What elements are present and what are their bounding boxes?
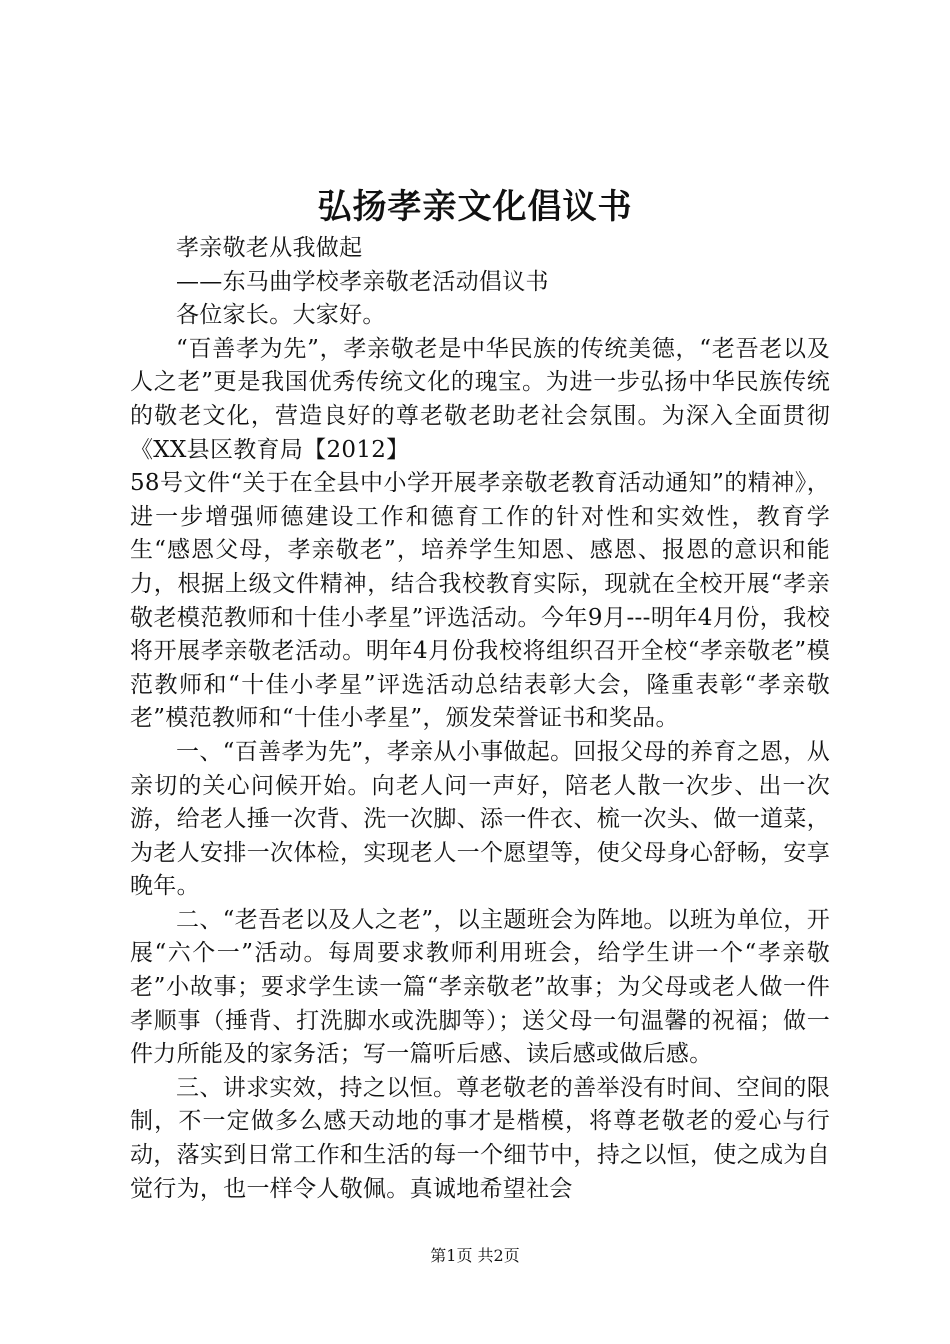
paragraph-notice: 58号文件“关于在全县中小学开展孝亲敬老教育活动通知”的精神》，进一步增强师德建设工作和德育工作的针对性和实效性，教育学生“感恩父母，孝亲敬老”，培养学生知恩、感恩、报恩的意识和能力，根据上级文件精神，结合我校教育实际，现就在全校开展“孝亲敬老模范教师和十佳小孝星”评选活动。今年9月---明年4月份，我校将开展孝亲敬老活动。明年4月份我校将组织召开全校“孝亲敬老”模范教师和“十佳小孝星”评选活动总结表彰大会，隆重表彰“孝亲敬老”模范教师和“十佳小孝星”，颁发荣誉证书和奖品。 (130, 470, 830, 732)
subtitle-source: ——东马曲学校孝亲敬老活动倡议书 (176, 268, 549, 295)
paragraph-item-1: 一、“百善孝为先”，孝亲从小事做起。回报父母的养育之恩，从亲切的关心问候开始。向老人问一声好，陪老人散一次步、出一次游，给老人捶一次背、洗一次脚、添一件衣、梳一次头、做一道菜，为老人安排一次体检，实现老人一个愿望等，使父母身心舒畅，安享晚年。 (130, 738, 830, 900)
paragraph-item-3: 三、讲求实效，持之以恒。尊老敬老的善举没有时间、空间的限制，不一定做多么感天动地的事才是楷模，将尊老敬老的爱心与行动，落实到日常工作和生活的每一个细节中，持之以恒，使之成为自觉行为，也一样令人敬佩。真诚地希望社会 (130, 1074, 830, 1202)
subtitle: 孝亲敬老从我做起 (176, 235, 363, 261)
document-body (130, 232, 830, 1206)
paragraph-intro: “百善孝为先”，孝亲敬老是中华民族的传统美德，“老吾老以及人之老”更是我国优秀传统文化的瑰宝。为进一步弘扬中华民族传统的敬老文化，营造良好的尊老敬老助老社会氛围。为深入全面贯彻《XX县区教育局【2012】 (130, 335, 830, 463)
document-title: 弘扬孝亲文化倡议书 (317, 187, 633, 227)
paragraph-item-2: 二、“老吾老以及人之老”，以主题班会为阵地。以班为单位，开展“六个一”活动。每周要求教师利用班会，给学生讲一个“孝亲敬老”小故事；要求学生读一篇“孝亲敬老”故事；为父母或老人做一件孝顺事（捶背、打洗脚水或洗脚等）；送父母一句温馨的祝福；做一件力所能及的家务活；写一篇听后感、读后感或做后感。 (130, 906, 830, 1068)
page-footer: 第1页 共2页 (430, 1246, 520, 1265)
salutation: 各位家长。大家好。 (176, 302, 386, 329)
